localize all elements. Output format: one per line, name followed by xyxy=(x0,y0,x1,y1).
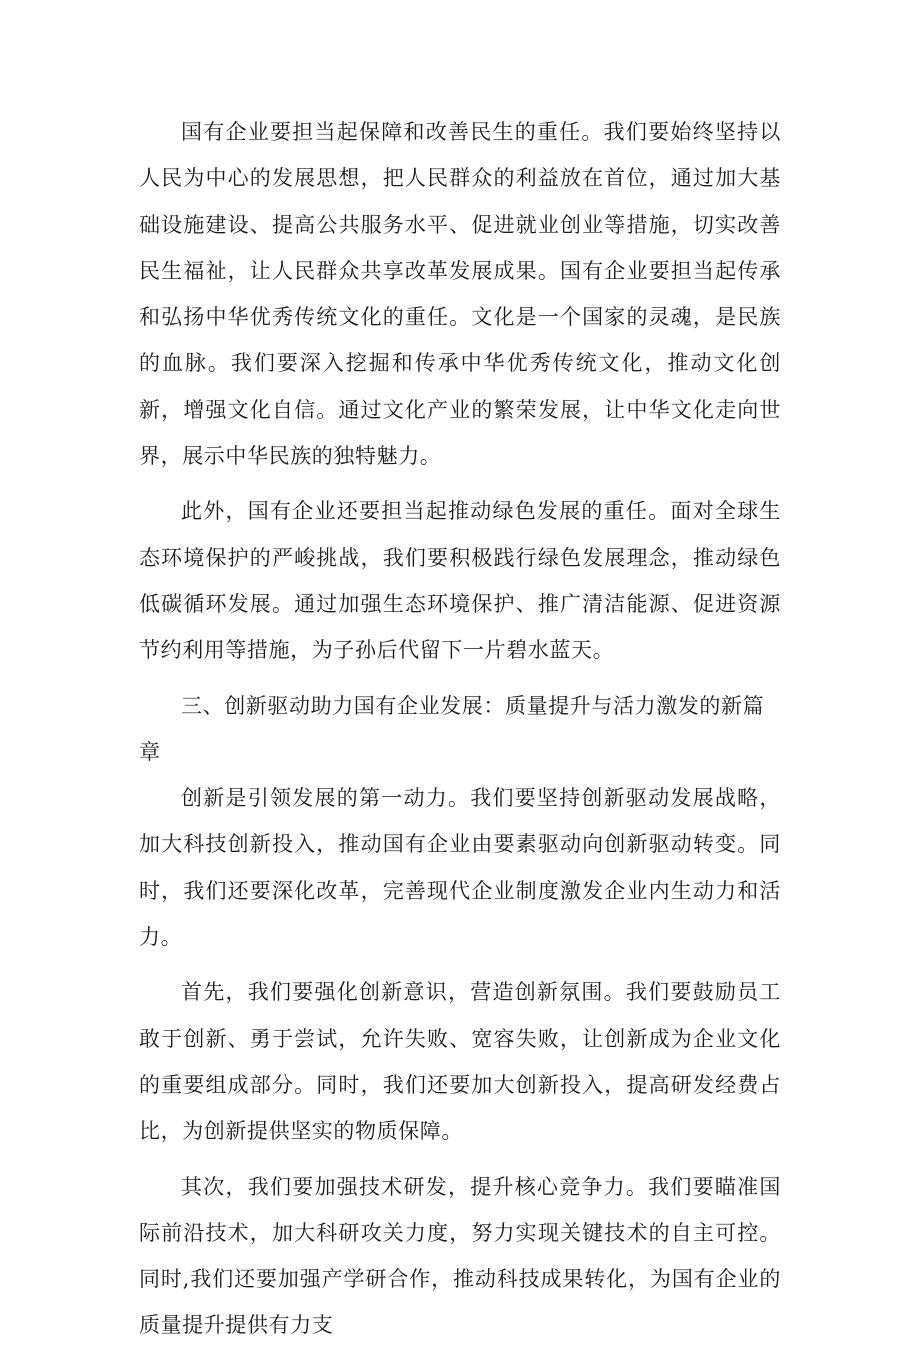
document-body xyxy=(139,109,781,1349)
section-heading-innovation: 三、创新驱动助力国有企业发展：质量提升与活力激发的新篇章 xyxy=(139,693,765,764)
paragraph-innovation-driver: 创新是引领发展的第一动力。我们要坚持创新驱动发展战略，加大科技创新投入，推动国有企业由要素驱动向创新驱动转变。同时，我们还要深化改革，完善现代企业制度激发企业内生动力和活力。 xyxy=(139,786,781,950)
paragraph-livelihood-culture: 国有企业要担当起保障和改善民生的重任。我们要始终坚持以人民为中心的发展思想，把人民群众的利益放在首位，通过加大基础设施建设、提高公共服务水平、促进就业创业等措施，切实改善民生福祉，让人民群众共享改革发展成果。国有企业要担当起传承和弘扬中华优秀传统文化的重任。文化是一个国家的灵魂，是民族的血脉。我们要深入挖掘和传承中华优秀传统文化，推动文化创新，增强文化自信。通过文化产业的繁荣发展，让中华文化走向世界，展示中华民族的独特魅力。 xyxy=(139,120,781,469)
paragraph-innovation-awareness: 首先，我们要强化创新意识，营造创新氛围。我们要鼓励员工敢于创新、勇于尝试，允许失败、宽容失败，让创新成为企业文化的重要组成部分。同时，我们还要加大创新投入，提高研发经费占比，为创新提供坚实的物质保障。 xyxy=(139,980,781,1144)
paragraph-technology-rd: 其次，我们要加强技术研发，提升核心竞争力。我们要瞄准国际前沿技术，加大科研攻关力度，努力实现关键技术的自主可控。同时,我们还要加强产学研合作，推动科技成果转化，为国有企业的质量提升提供有力支 xyxy=(139,1174,781,1338)
paragraph-green-development: 此外，国有企业还要担当起推动绿色发展的重任。面对全球生态环境保护的严峻挑战，我们要积极践行绿色发展理念，推动绿色低碳循环发展。通过加强生态环境保护、推广清洁能源、促进资源节约利用等措施，为子孙后代留下一片碧水蓝天。 xyxy=(139,499,781,663)
